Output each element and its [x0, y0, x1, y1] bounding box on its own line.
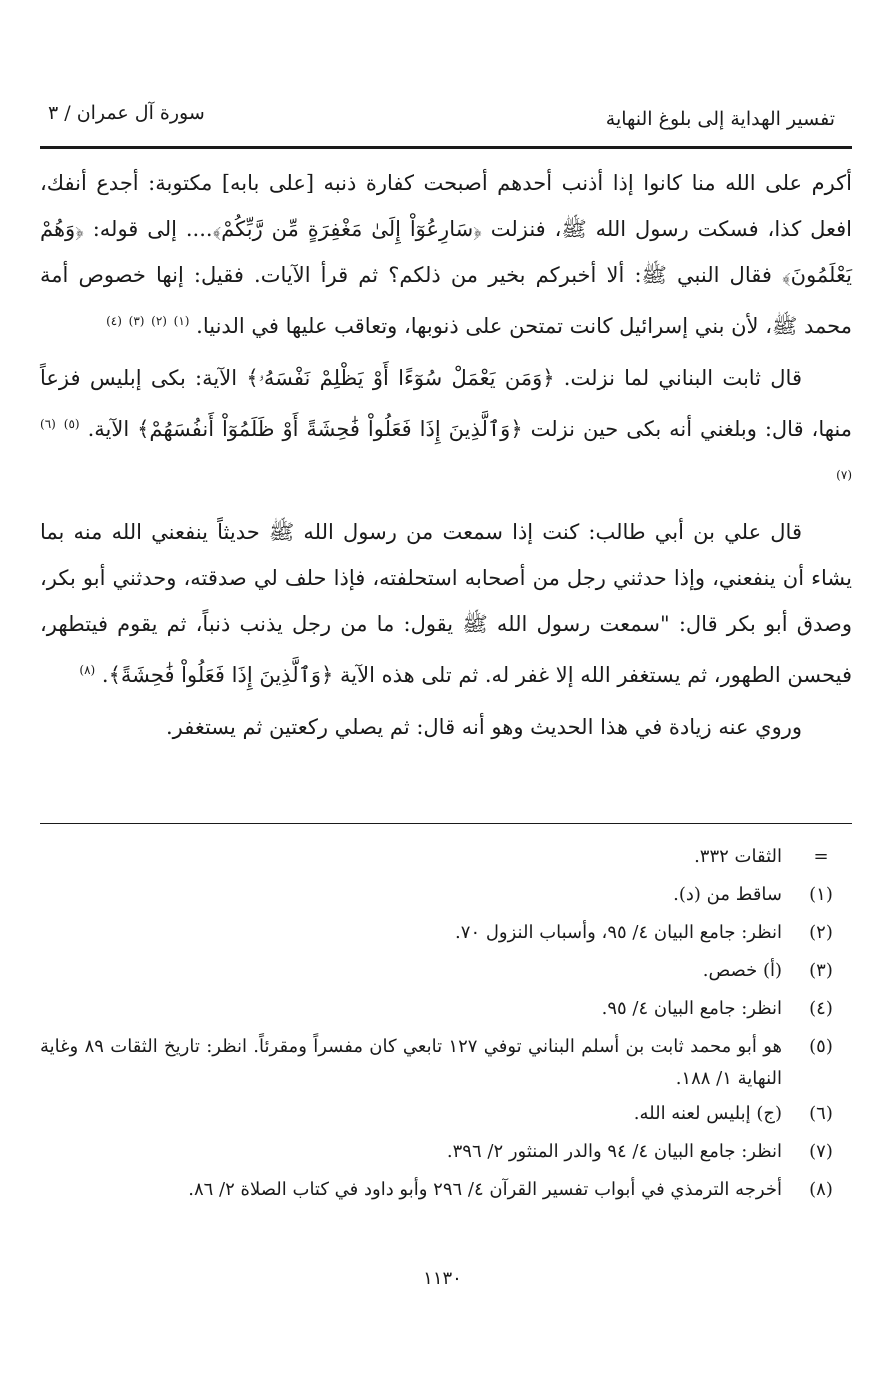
sura-label: سورة آل عمران / ٣	[48, 102, 205, 124]
footnote-text: أخرجه الترمذي في أبواب تفسير القرآن ٤/ ٢٩٦ وأبو داود في كتاب الصلاة ٢/ ٨٦.	[188, 1179, 782, 1200]
main-text	[40, 160, 852, 756]
footnote-item	[40, 952, 852, 990]
footnote-item	[40, 876, 852, 914]
footnote-item	[40, 914, 852, 952]
paragraph-3: قال علي بن أبي طالب: كنت إذا سمعت من رسول الله ﷺ حديثاً ينفعني الله منه بما يشاء أن ينفعني، وإذا حدثني رجل من أصحابه استحلفته، فإذا حلف لي صدقته، وحدثني أبو بكر، وصدق أبو بكر قال: "سمعت رسول الله ﷺ يقول: ما من رجل يذنب ذنباً، ثم يقوم فيتطهر، فيحسن الطهور، ثم يستغفر الله إلا غفر له. ثم تلى هذه الآية ﴿وَٱلَّذِينَ إِذَا فَعَلُواْ فَٰحِشَةً﴾. $^{(٨)}$	[40, 520, 852, 687]
footnote-text: انظر: جامع البيان ٤/ ٩٥، وأسباب النزول ٧٠.	[455, 922, 782, 943]
footnote-number: (٣)	[809, 960, 833, 981]
footnote-mark: (٥)	[63, 417, 80, 431]
footnote-text: الثقات ٣٣٢.	[694, 846, 782, 867]
book-title: تفسير الهداية إلى بلوغ النهاية	[605, 108, 835, 130]
footnote-text: انظر: جامع البيان ٤/ ٩٤ والدر المنثور ٢/ ٣٩٦.	[446, 1141, 782, 1162]
footnote-mark: (٤)	[106, 314, 122, 328]
footnote-number: (٥)	[809, 1036, 833, 1057]
footnote-number: (٤)	[809, 998, 833, 1019]
header-divider	[40, 146, 852, 149]
footnote-mark: (٣)	[128, 314, 145, 328]
running-header	[40, 100, 845, 140]
footnote-item	[40, 1171, 852, 1209]
footnote-number: =	[813, 846, 829, 867]
footnote-text: هو أبو محمد ثابت بن أسلم البناني توفي ١٢٧ تابعي كان مفسراً ومقرئاً. انظر: تاريخ الثقات ٨٩ وغاية النهاية ١/ ١٨٨.	[40, 1036, 782, 1089]
paragraph-2: قال ثابت البناني لما نزلت. ﴿وَمَن يَعْمَلْ سُوٓءًا أَوْ يَظْلِمْ نَفْسَهُۥ﴾ الآية: بكى إبليس فزعاً منها، قال: وبلغني أنه بكى حين نزلت ﴿وَٱلَّذِينَ إِذَا فَعَلُواْ فَٰحِشَةً أَوْ ظَلَمُوٓاْ أَنفُسَهُمْ﴾ الآية. $^{(٥)}$ $^{(٦)}$ $^{(٧)}$	[40, 366, 852, 482]
footnote-item	[40, 990, 852, 1028]
footnote-number: (١)	[809, 884, 833, 905]
paragraph-1: أكرم على الله منا كانوا إذا أذنب أحدهم أصبحت كفارة ذنبه [على بابه] مكتوبة: أجدع أنفك، افعل كذا، فسكت رسول الله ﷺ، فنزلت ﴿سَارِعُوٓاْ إِلَىٰ مَغْفِرَةٍ مِّن رَّبِّكُمْ﴾.... إلى قوله: ﴿وَهُمْ يَعْلَمُونَ﴾ فقال النبي ﷺ: ألا أخبركم بخير من ذلكم؟ ثم قرأ الآيات. فقيل: إنها خصوص أمة محمد ﷺ، لأن بني إسرائيل كانت تمتحن على ذنوبها، وتعاقب عليها في الدنيا. $^{(١)}$ $^{(٢)}$ $^{(٣)}$ $^{(٤)}$	[40, 171, 852, 338]
footnote-number: (٨)	[809, 1179, 833, 1200]
footnote-item	[40, 838, 852, 876]
footnote-mark: (٨)	[79, 663, 96, 677]
page-number: ١١٣٠	[423, 1268, 462, 1289]
footnote-text: انظر: جامع البيان ٤/ ٩٥.	[601, 998, 782, 1019]
footnote-item	[40, 1028, 852, 1095]
footnote-text: (أ) خصص.	[702, 960, 782, 981]
footnote-item	[40, 1095, 852, 1133]
footnote-mark: (١)	[173, 314, 190, 328]
footnote-number: (٦)	[809, 1103, 833, 1124]
footnote-divider	[40, 823, 852, 824]
footnote-mark: (٧)	[836, 468, 852, 482]
footnote-mark: (٦)	[40, 417, 56, 431]
footnote-item	[40, 1133, 852, 1171]
footnotes	[40, 838, 852, 1209]
footnote-mark: (٢)	[151, 314, 167, 328]
footnote-number: (٧)	[809, 1141, 833, 1162]
footnote-text: (ج) إبليس لعنه الله.	[633, 1103, 782, 1124]
paragraph-4: وروي عنه زيادة في هذا الحديث وهو أنه قال: ثم يصلي ركعتين ثم يستغفر.	[165, 715, 802, 739]
footnote-number: (٢)	[809, 922, 833, 943]
footnote-text: ساقط من (د).	[673, 884, 782, 905]
